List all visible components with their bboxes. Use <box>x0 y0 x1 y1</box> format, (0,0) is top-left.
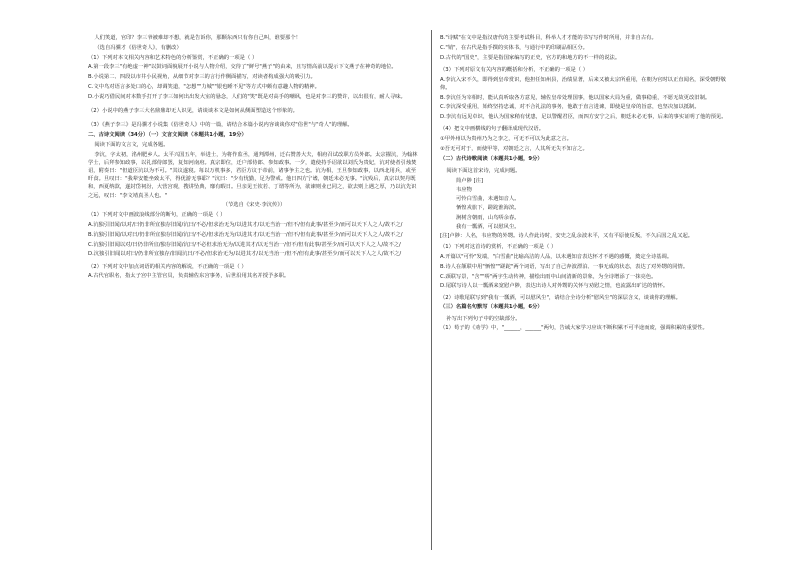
right-column <box>440 34 730 334</box>
question-1-option-b: B.小说第二、四段以市井小民视角，从细节对李三的言行作侧面描写，对读者构成强大的吸引力。 <box>88 74 316 81</box>
wenyan-q1-option-d: D.沆独引旧闻以对曰/仍非所宜独存/旧闻沆曰/不必/但求治无为/以进其才/以无当治一/但不/但有此事/甚至少/而可以天下人之人/故不之/ <box>88 251 402 258</box>
wenyan-q4-item-2: ②吾无可对于，而使甲等，对朝廷之言，人其所无失不知言之。 <box>440 145 588 152</box>
poem-author: 韦应物 <box>456 186 472 193</box>
passage-source: （节选自《宋史·李沆传》） <box>222 202 286 209</box>
wenyan-q1-option-a: A.沆独引旧闻/以对/曰仍非所宜独存旧闻/沆曰/不必/但求治无为/以进其才/以无当治一/但不/但有此事/甚至少/而可以天下人之人/故不之/ <box>88 221 403 228</box>
question-1-option-a: A.第一段李三"有绝虚一神"以鼓词面貌展开小说与人物介绍，交待了"鲜号"燕子"的由来，且写情高前以提示下文燕子在神奇的地位。 <box>88 64 397 71</box>
dictation-item: （1）荀子的《劝学》中，"______，______"两句，告诫大家学习应该不断积累不可半途而废，强调积累的重要性。 <box>440 325 708 332</box>
question-1-option-d: D.小说巧借民间对本数手打开了李三如何出出发大室的悬念，人们的"笑"既是对高手的嘲讽，也是对李三的赞许，以出很有，耐人寻味。 <box>88 93 406 100</box>
poem-line: 我有一瓢酒，可以慰风尘。 <box>456 223 520 230</box>
poem-line: 可怜白雪曲，未遇知音人。 <box>456 196 520 203</box>
dictation-intro: 补写出下列句子中的空缺部分。 <box>446 315 521 322</box>
poem-line: 恓惶戎旅下，蹉跎淮海滨。 <box>456 205 520 212</box>
wenyan-q1-option-b: B.沆独引旧闻/以对曰/仍非所宜独存旧闻/沆曰/不必/但求治无为/以进其才/以无当治一/但不/但有此事/甚至少/而可以天下人之人/故不之/ <box>88 231 403 238</box>
poem-note: [注]卢陟：人名，韦应物的外甥。诗人作此诗时，安史之乱余波未平，又有平原使反叛，不久后国之乱又起。 <box>440 233 694 239</box>
poem-title: 简卢陟 [注] <box>456 177 484 184</box>
wenyan-q3-option-b: B.李沆任为宰相时，能认真听取各方意见，辅佐皇帝处理国事，他以国家大局为重，做事稳重，不愿无故更改旧制。 <box>440 94 711 101</box>
wenyan-q2-option-c: C."销"，在古代是指手撰的实体书，与通行中的印刷品相区分。 <box>440 44 588 51</box>
passage-intro: 阅读下面的文言文，完成各题。 <box>94 141 169 148</box>
section-heading: 二、古诗文阅读（34分）（一）文言文阅读（本题共1小题，19分） <box>88 131 247 138</box>
poem-q1-option-d: D.尾联写诗人以一瓢酒来宽慰卢陟，表达出诗人对外甥的关怀与劝慰之情，也流露出旷达的情怀。 <box>440 283 669 290</box>
poem-q2-stem: （2）诗歌尾联写到"我有一瓢酒，可以慰风尘"，请结合全诗分析"慰风尘"的深层含义，谈谈你的理解。 <box>440 294 681 301</box>
wenyan-q3-stem: （3）下列对原文有关内容的概括和分析，不正确的一项是（ ） <box>440 66 589 73</box>
wenyan-q3-option-d: D.李沆有远见卓识，他认为国家稍有忧患，足以警醒君臣，而四方安宁之后，朝廷未必无事，后来的事实证明了他的预见。 <box>440 114 727 121</box>
question-1-option-c: C.文中鸟对语言多处口的心，却调笑道，"怎想""力城""银也睡不见"等方式中颇有意趣人物的精神。 <box>88 83 320 90</box>
poem-q1-option-b: B.诗人在颔联中用"恓惶""蹉跎"两个词语，写出了自己奔波漂泊、一事无成的状态，表达了对外甥的同情。 <box>440 263 689 270</box>
wenyan-q2-option-b: B."诗赋"在文中是指汉唐代的主要考试科目，科举人才才能的书写写作时所用，并非自古有。 <box>440 35 657 41</box>
story-end-line: 人们笑道，官印？李三爷被难却不想，就是告诉你，那颗东西只有你自己叫，谁要那个！ <box>94 35 301 41</box>
poem-section-heading: （二）古代诗歌阅读（本题共1小题，9分） <box>440 155 543 162</box>
wenyan-q2-option-a: A.古代官职名，指太子宫中主管官员，负责辅佐东宫事务，后世沿用其名并授予多职。 <box>88 273 290 280</box>
poem-q1-option-c: C.颈联写景，"含""哢"两字生动传神，描绘出雨中山间清新的景象，为全诗增添了一抹亮色。 <box>440 273 657 280</box>
poem-line: 涧树含朝雨，山鸟哢余春。 <box>456 214 520 221</box>
wenyan-q3-option-c: C.李沆深受重用，始终坚持忠诚，对不合礼法的事务，他敢于直言进谏，即使是皇帝的旨意，也坚决加以抵制。 <box>440 104 700 111</box>
wenyan-q3-option-a: A.李沆入宋不久，即得到皇帝赏识，他担任知州县，治绩显著，后来又被太宗所重用，在朝为官时以正直闻名，深受朝野敬仰。 <box>440 76 726 91</box>
wenyan-q1-option-c: C.沆独引旧闻以对/曰仍非所宜/独存旧闻/沆曰/不必但求治无为/以进其才/以无当治一/但不/但有此事/甚至少/而可以天下人之人/故不之/ <box>88 241 401 248</box>
poem-block <box>456 177 730 231</box>
question-3: （3）《燕子李三》是冯骥才小说集《俗世奇人》中的一篇，请结合本篇小说内容谈谈你对"俗世"与"奇人"的理解。 <box>88 122 353 129</box>
dictation-heading: （三）名篇名句默写（本题共1小题，6分） <box>440 304 543 311</box>
left-column <box>88 34 420 282</box>
story-source: （选自冯骥才《俗世奇人》，有删改） <box>94 44 182 51</box>
column-divider <box>431 30 432 550</box>
poem-intro: 阅读下面这首宋诗，完成问题。 <box>446 167 521 174</box>
question-1-stem: （1）下列对本文相关内容和艺术特色的分析鉴赏，不正确的一项是（ ） <box>88 54 258 61</box>
poem-q1-option-a: A.开篇以"可怜"发端，"白雪曲"比喻高洁的人品，以未遇知音表达怀才不遇的感慨，奠定全诗基调。 <box>440 254 673 260</box>
wenyan-q1-stem: （1）下列对文中画波浪线部分的断句，正确的一项是（ ） <box>88 212 226 219</box>
wenyan-q4-item-1: ①甲外州以为贵州乃为之李之，可无不可以为此意之言。 <box>440 136 572 143</box>
wenyan-q4-stem: （4）把文中画横线的句子翻译成现代汉语。 <box>440 126 545 133</box>
wenyan-q2-stem: （2）下列对文中加点词语的相关内容的解说，不正确的一项是（ ） <box>88 263 247 270</box>
poem-q1-stem: （1）下列对这首诗的赏析，不正确的一项是（ ） <box>440 244 557 251</box>
wenyan-q2-option-d: D.古代的"国史"，主要是指国家编写的正史，官方的和地方的不一样的说法。 <box>440 54 621 61</box>
passage-body: 李沆，字太初，洺州肥乡人。太平兴国五年，举进士，为将作监丞，通判潭州，迁右赞善大夫，相府召试改职方员外郎。太宗擢沆，为翰林学士，后拜参知政事，以礼部侍郎罢，复知河南府。真宗即位，迁户部侍郎、参知政事。一夕，遣使持手诏欲以刘氏为贵妃，沆对使者引烛焚诏，附奏曰："但道臣沆以为不可。"其议遂寝。每以万机事多，君臣方议于帝前，诸事争主之也。沆为相，王旦参知政事，以西北用兵，或至旰食。旦叹曰："我辈安能坐致太平，得优游无事耶？"沆曰："少有忧勤，足为警戒。他日四方宁谧，朝廷未必无事。"沆殁后，真宗以契丹既和，西夏纳款，遂封岱祠汾，大营宫观，搜讲坠典，靡有暇日。旦亲见王钦若、丁谓等所为，欲谏则业已同之，欲去则上遇之厚，乃以沆先识之远，叹曰："李文靖真圣人也。" <box>88 151 418 199</box>
question-2: （2）小说中的燕子李三大名鼎鼎却无人识见，请谈谈本文是如何从侧面塑造这个形象的。 <box>88 107 298 114</box>
